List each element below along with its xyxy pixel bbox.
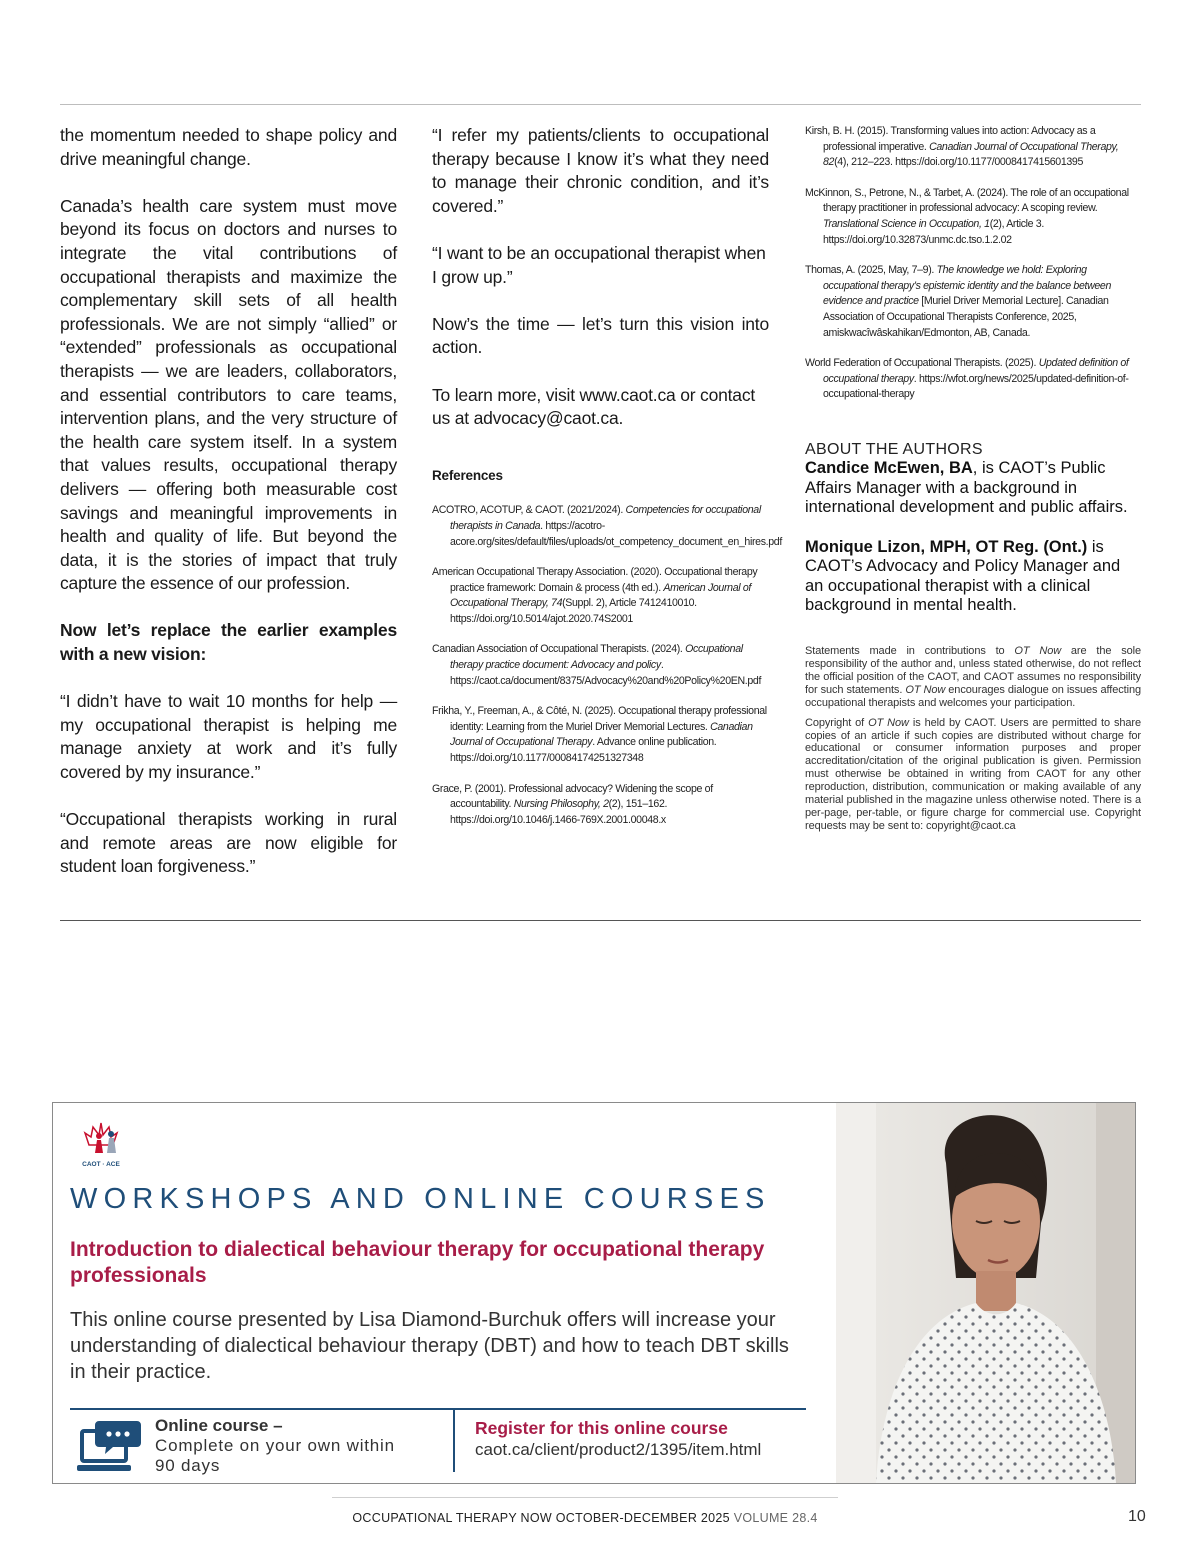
quote-paragraph: “I refer my patients/clients to occupational therapy because I know it’s what they need to manage their chronic condition, and it’s covered.”: [432, 125, 769, 216]
contact-paragraph: To learn more, visit www.caot.ca or contact us at advocacy@caot.ca.: [432, 384, 756, 429]
register-url[interactable]: caot.ca/client/product2/1395/item.html: [475, 1440, 762, 1459]
ad-title: WORKSHOPS AND ONLINE COURSES: [70, 1183, 771, 1215]
reference-item: American Occupational Therapy Association. (2020). Occupational therapy practice framework: Domain & process (4th ed.). American Journal of Occupational Therapy, 74(Suppl. 2), Article 7412410010. https://doi.org/10.5014/ajot.2020.74S2001: [432, 566, 758, 625]
copyright-text: Copyright of OT Now is held by CAOT. Users are permitted to share copies of an article if such copies are distributed without charge for educational or consumer information purposes and proper accreditation/citation of the original publication is given. Permission must otherwise be obtained in writing from CAOT for any other reproduction, distribution, communication or making available of any material published in the magazine unless otherwise noted. There is a per-page, per-table, or figure charge for commercial use. Copyright requests may be sent to: copyright@caot.ca: [805, 716, 1141, 832]
quote-paragraph: “I didn’t have to wait 10 months for help — my occupational therapist is helping me manage anxiety at work and it’s fully covered by my insurance.”: [60, 691, 397, 783]
reference-item: McKinnon, S., Petrone, N., & Tarbet, A. (2024). The role of an occupational therapy practitioner in professional advocacy: A scoping review. Translational Science in Occupation, 1(2), Article 3. https://doi.org/10.32873/unmc.dc.tso.1.2.02: [805, 186, 1129, 246]
register-link[interactable]: Register for this online course: [475, 1418, 728, 1438]
register-block[interactable]: [475, 1417, 761, 1461]
column-1: [60, 124, 397, 903]
column-2: [432, 124, 782, 843]
top-divider: [60, 104, 1141, 105]
course-title: Introduction to dialectical behaviour therapy for occupational therapy professionals: [70, 1238, 765, 1287]
reference-item: ACOTRO, ACOTUP, & CAOT. (2021/2024). Competencies for occupational therapists in Canada. https://acotro-acore.org/sites/default/files/uploads/ot_competency_document_en_hires.pdf: [432, 504, 782, 548]
vision-heading: Now let’s replace the earlier examples with a new vision:: [60, 620, 397, 665]
author-name: Monique Lizon, MPH, OT Reg. (Ont.): [805, 537, 1088, 556]
reference-item: Grace, P. (2001). Professional advocacy? Widening the scope of accountability. Nursing Philosophy, 2(2), 151–162. https://doi.org/10.1046/j.1466-769X.2001.00048.x: [432, 782, 713, 826]
issue-date: OCTOBER-DECEMBER 2025: [551, 1511, 730, 1525]
caot-logo-icon: [71, 1113, 131, 1177]
course-format-text: Complete on your own within 90 days: [155, 1436, 395, 1475]
author-name: Candice McEwen, BA: [805, 458, 973, 477]
reference-item: Kirsh, B. H. (2015). Transforming values into action: Advocacy as a professional imperative. Canadian Journal of Occupational Therapy, 82(4), 212–223. https://doi.org/10.1177/0008417415601395: [805, 125, 1119, 169]
section-divider: [60, 920, 1141, 921]
laptop-chat-icon: [77, 1421, 141, 1475]
reference-item: Frikha, Y., Freeman, A., & Côté, N. (2025). Occupational therapy professional identity: Learning from the Muriel Driver Memorial Lectures. Canadian Journal of Occupational Therapy. Advance online publication. https://doi.org/10.1177/00084174251327348: [432, 705, 767, 765]
body-paragraph: Now’s the time — let’s turn this vision into action.: [432, 313, 769, 358]
reference-item: Thomas, A. (2025, May, 7–9). The knowledge we hold: Exploring occupational therapy’s epistemic identity and the balance between evidence and practice [Muriel Driver Memorial Lecture]. Canadian Association of Occupational Therapists Conference, 2025, amiskwacîwâskahikan/Edmonton, AB, Canada.: [805, 264, 1112, 339]
about-authors-heading: ABOUT THE AUTHORS: [805, 440, 983, 458]
reference-item: Canadian Association of Occupational Therapists. (2024). Occupational therapy practice document: Advocacy and policy. https://caot.ca/document/8375/Advocacy%20and%20Policy%20EN.pdf: [432, 643, 762, 687]
meditating-woman-photo: [836, 1103, 1135, 1483]
svg-text:CAOT · ACE: CAOT · ACE: [82, 1161, 120, 1168]
body-paragraph: the momentum needed to shape policy and drive meaningful change.: [60, 125, 397, 169]
disclaimer-text: Statements made in contributions to OT Now are the sole responsibility of the author and, unless stated otherwise, do not reflect the official position of the CAOT, and CAOT assumes no responsibility for such statements. OT Now encourages dialogue on issues affecting occupational therapists and welcomes your participation.: [805, 645, 1141, 709]
magazine-name: OCCUPATIONAL THERAPY NOW: [352, 1511, 552, 1525]
column-3: [805, 124, 1141, 840]
author-bio: Monique Lizon, MPH, OT Reg. (Ont.) is CAOT’s Advocacy and Policy Manager and an occupational therapist with a clinical background in mental health.: [805, 537, 1121, 615]
quote-paragraph: “Occupational therapists working in rural and remote areas are now eligible for student loan forgiveness.”: [60, 809, 397, 877]
course-format-heading: Online course –: [155, 1416, 283, 1435]
course-advertisement[interactable]: [52, 1102, 1136, 1484]
page-number: 10: [1128, 1508, 1146, 1525]
course-description: This online course presented by Lisa Diamond-Burchuk offers will increase your understanding of dialectical behaviour therapy (DBT) and how to teach DBT skills in their practice.: [70, 1309, 789, 1383]
ad-divider: [70, 1408, 806, 1410]
body-paragraph: Canada’s health care system must move beyond its focus on doctors and nurses to integrate the vital contributions of occupational therapists and maximize the complementary skill sets of all health professionals. We are not simply “allied” or “extended” professionals as occupational therapists — we are leaders, collaborators, and essential contributors to care teams, intervention plans, and the very structure of the health care system itself. In a system that values results, occupational therapy delivers — offering both measurable cost savings and meaningful improvements in health and quality of life. But beyond the data, it is the stories of impact that truly capture the essence of our profession.: [60, 195, 397, 594]
reference-item: World Federation of Occupational Therapists. (2025). Updated definition of occupational therapy. https://wfot.org/news/2025/updated-definition-of-occupational-therapy: [805, 357, 1129, 401]
ad-vertical-divider: [453, 1408, 455, 1472]
footer: [332, 1511, 838, 1525]
author-bio: Candice McEwen, BA, is CAOT’s Public Affairs Manager with a background in international development and public affairs.: [805, 458, 1128, 517]
references-heading: References: [432, 467, 503, 483]
volume: VOLUME 28.4: [729, 1511, 818, 1525]
course-format: [155, 1416, 415, 1476]
footer-divider: [332, 1497, 838, 1498]
quote-paragraph: “I want to be an occupational therapist when I grow up.”: [432, 242, 766, 287]
